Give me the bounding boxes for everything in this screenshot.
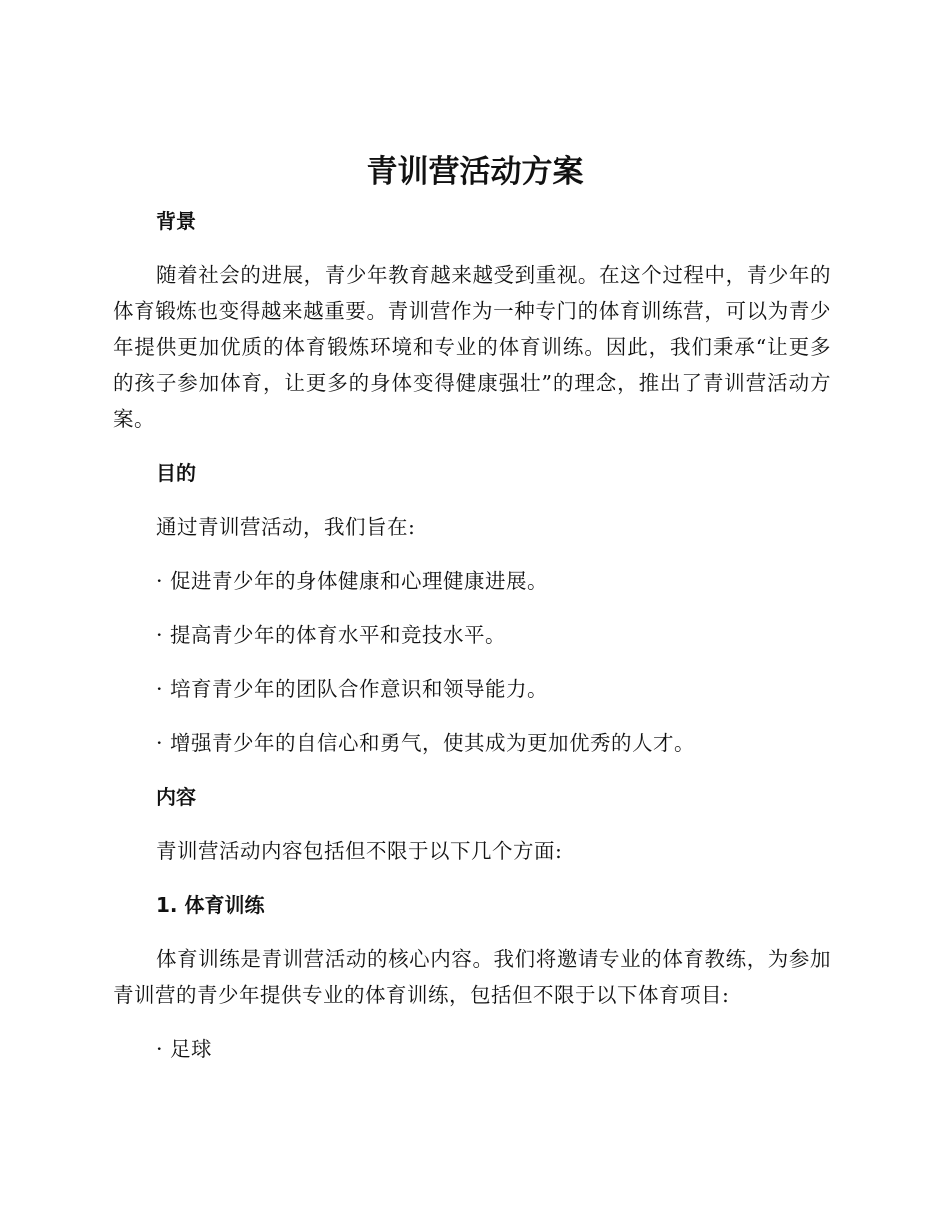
purpose-list-item: · 增强青少年的自信心和勇气，使其成为更加优秀的人才。 xyxy=(156,731,696,755)
sports-list-item: · 足球 xyxy=(156,1037,213,1061)
subsection-heading-sports-training: 1. 体育训练 xyxy=(156,893,265,917)
purpose-list-item: · 提高青少年的体育水平和竞技水平。 xyxy=(156,623,507,647)
document-body xyxy=(113,203,831,1085)
content-intro: 青训营活动内容包括但不限于以下几个方面: xyxy=(156,839,563,863)
purpose-intro: 通过青训营活动，我们旨在: xyxy=(156,515,416,539)
section-heading-purpose: 目的 xyxy=(156,461,196,485)
section-heading-background: 背景 xyxy=(156,209,196,233)
purpose-list-item: · 培育青少年的团队合作意识和领导能力。 xyxy=(156,677,549,701)
purpose-list-item: · 促进青少年的身体健康和心理健康进展。 xyxy=(156,569,549,593)
section-heading-content: 内容 xyxy=(156,785,196,809)
document-title: 青训营活动方案 xyxy=(366,154,584,190)
background-paragraph: 随着社会的进展，青少年教育越来越受到重视。在这个过程中，青少年的体育锻炼也变得越来越重要。青训营作为一种专门的体育训练营，可以为青少年提供更加优质的体育锻炼环境和专业的体育训练。因此，我们秉承“让更多的孩子参加体育，让更多的身体变得健康强壮”的理念，推出了青训营活动方案。 xyxy=(113,263,831,431)
sports-training-paragraph: 体育训练是青训营活动的核心内容。我们将邀请专业的体育教练，为参加青训营的青少年提供专业的体育训练，包括但不限于以下体育项目: xyxy=(113,947,831,1007)
